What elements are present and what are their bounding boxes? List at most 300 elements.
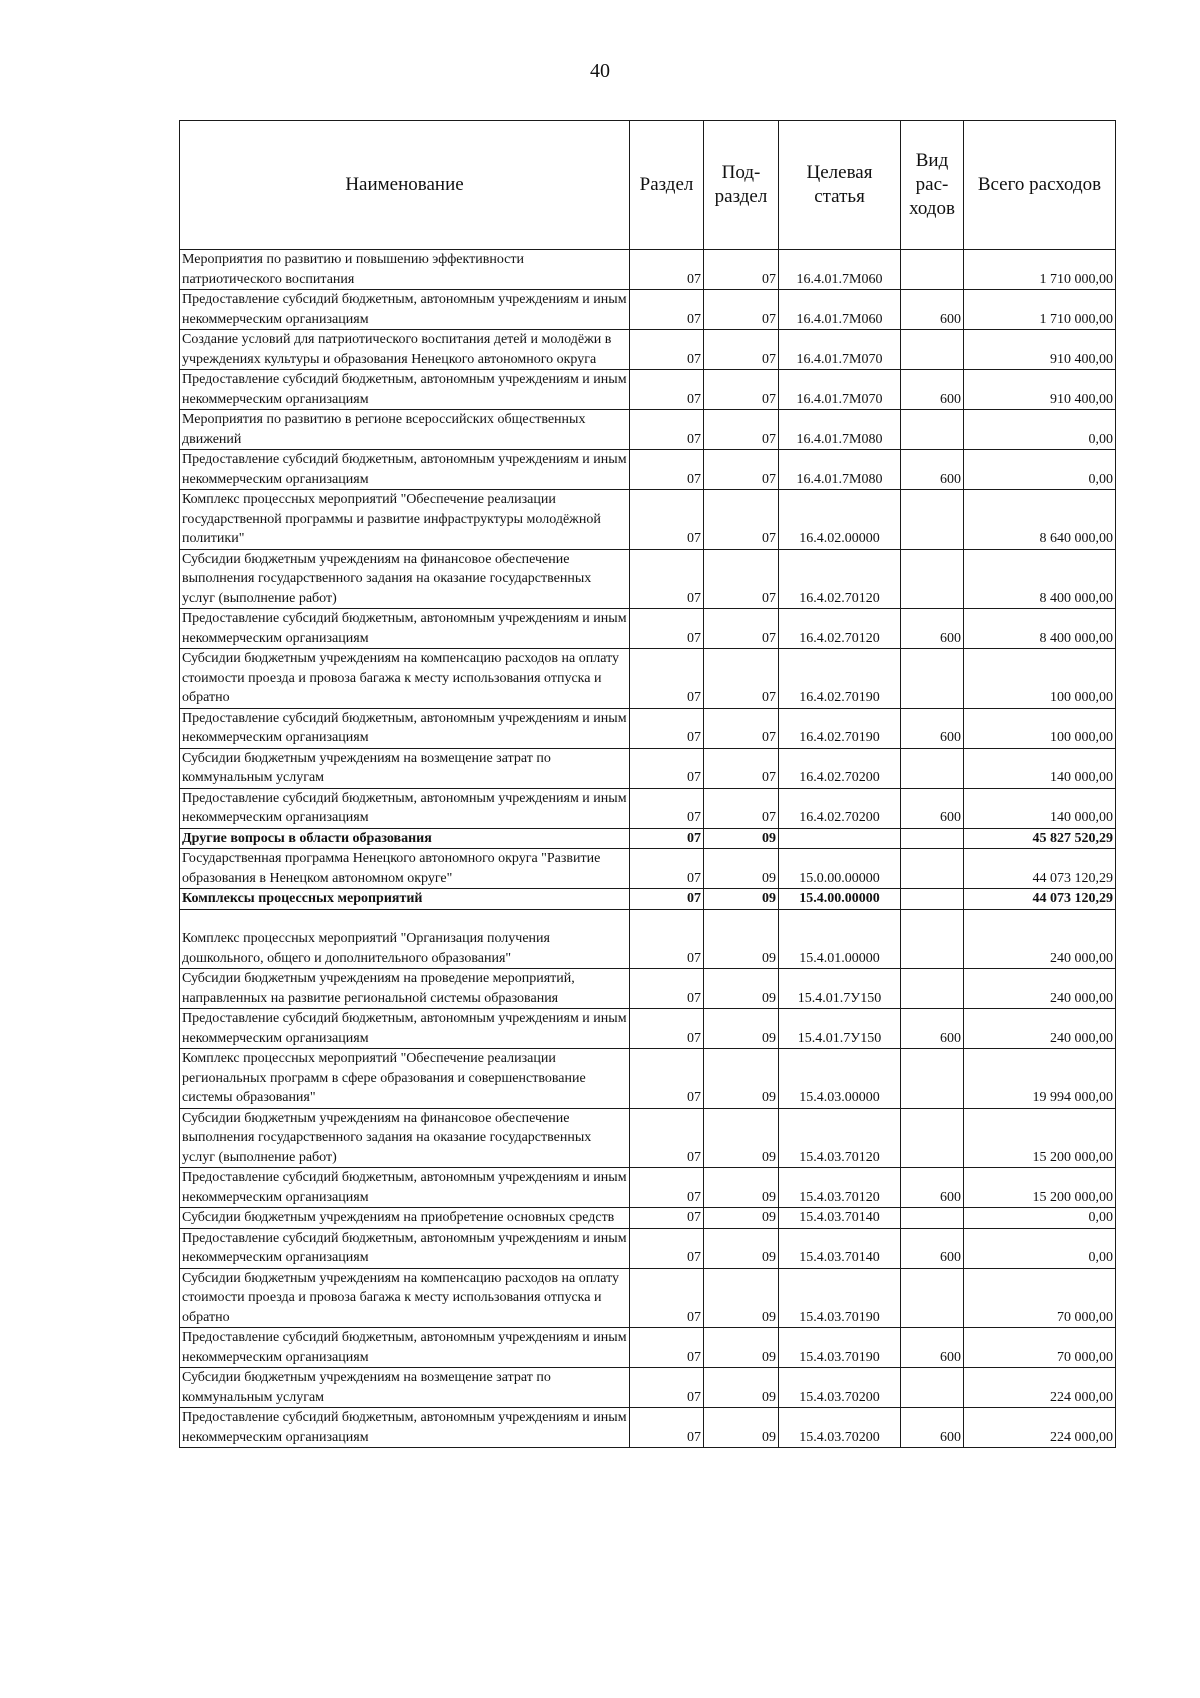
cell-subsection-text: 09: [762, 1030, 776, 1046]
cell-total-text: 140 000,00: [1050, 810, 1113, 825]
table-row: [180, 490, 1116, 550]
cell-target: [779, 1368, 901, 1408]
cell-name-text: Другие вопросы в области образования: [182, 830, 432, 846]
cell-total-text: 19 994 000,00: [1032, 1090, 1113, 1105]
cell-target-text: 15.4.03.70120: [799, 1149, 880, 1165]
cell-subsection: [704, 410, 779, 450]
cell-kind-text: 600: [940, 1250, 961, 1265]
cell-section: [630, 250, 704, 290]
cell-subsection-text: 09: [762, 1090, 776, 1105]
cell-section: [630, 849, 704, 889]
header-kind-line3: ходов: [909, 198, 955, 219]
cell-total: [964, 649, 1116, 709]
cell-target: [779, 1328, 901, 1368]
cell-total-text: 1 710 000,00: [1039, 311, 1113, 327]
cell-target: [779, 609, 901, 649]
cell-section: [630, 290, 704, 330]
cell-name-text: Субсидии бюджетным учреждениям на финансовое обеспечение выполнения государственного задания на оказание государственных услуг (выполнение работ): [182, 1110, 592, 1165]
header-target-line2: статья: [814, 186, 865, 207]
cell-name-text: Предоставление субсидий бюджетным, автономным учреждениям и иным некоммерческим организациям: [182, 1230, 627, 1265]
table-row: [180, 909, 1116, 969]
cell-name: [180, 450, 630, 490]
cell-section: [630, 330, 704, 370]
cell-total: [964, 909, 1116, 969]
cell-subsection: [704, 450, 779, 490]
cell-subsection: [704, 1328, 779, 1368]
cell-name: [180, 788, 630, 828]
cell-kind-text: 600: [940, 1030, 961, 1046]
cell-subsection-text: 07: [762, 690, 776, 705]
cell-name: [180, 1228, 630, 1268]
cell-kind: [901, 410, 964, 450]
cell-name-text: Субсидии бюджетным учреждениям на проведение мероприятий, направленных на развитие региональной системы образования: [182, 971, 575, 1006]
cell-name: [180, 490, 630, 550]
cell-target: [779, 1049, 901, 1109]
cell-name: [180, 609, 630, 649]
cell-subsection-text: 09: [762, 1349, 776, 1365]
table-row: [180, 1268, 1116, 1328]
cell-target-text: 15.4.03.00000: [799, 1090, 880, 1105]
table-row: [180, 849, 1116, 889]
cell-subsection: [704, 490, 779, 550]
cell-name: [180, 330, 630, 370]
cell-total-text: 0,00: [1088, 471, 1113, 487]
cell-section-text: 07: [687, 531, 701, 546]
cell-subsection: [704, 290, 779, 330]
cell-target-text: 16.4.01.7М080: [796, 431, 883, 447]
cell-target: [779, 1228, 901, 1268]
cell-total-text: 224 000,00: [1050, 1389, 1113, 1405]
cell-target-text: 15.4.03.70190: [799, 1309, 880, 1325]
cell-section-text: 07: [687, 950, 701, 966]
cell-total-text: 70 000,00: [1057, 1349, 1113, 1365]
cell-kind: [901, 549, 964, 609]
cell-total-text: 45 827 520,29: [1032, 830, 1113, 846]
cell-name-text: Субсидии бюджетным учреждениям на возмещение затрат по коммунальным услугам: [182, 750, 551, 785]
cell-target: [779, 1009, 901, 1049]
cell-section: [630, 1049, 704, 1109]
cell-subsection: [704, 909, 779, 969]
cell-section: [630, 370, 704, 410]
table-row: [180, 1108, 1116, 1168]
cell-section: [630, 909, 704, 969]
table-row: [180, 1208, 1116, 1229]
cell-total: [964, 1268, 1116, 1328]
table-row: [180, 748, 1116, 788]
cell-total: [964, 290, 1116, 330]
cell-subsection-text: 09: [762, 1250, 776, 1265]
cell-name-text: Предоставление субсидий бюджетным, автономным учреждениям и иным некоммерческим организациям: [182, 790, 627, 825]
cell-kind: [901, 1108, 964, 1168]
table-row: [180, 1368, 1116, 1408]
cell-section-text: 07: [687, 1030, 701, 1046]
cell-name: [180, 290, 630, 330]
cell-section-text: 07: [687, 1309, 701, 1325]
table-row: [180, 330, 1116, 370]
cell-kind-text: 600: [940, 471, 961, 487]
cell-section-text: 07: [687, 271, 701, 287]
cell-target: [779, 1208, 901, 1229]
cell-total-text: 100 000,00: [1050, 730, 1113, 745]
cell-target: [779, 549, 901, 609]
cell-total-text: 240 000,00: [1050, 990, 1113, 1006]
cell-subsection: [704, 370, 779, 410]
cell-kind: [901, 250, 964, 290]
cell-total: [964, 748, 1116, 788]
cell-subsection-text: 09: [762, 1189, 776, 1205]
cell-section: [630, 748, 704, 788]
cell-target: [779, 290, 901, 330]
cell-target: [779, 250, 901, 290]
cell-subsection: [704, 1268, 779, 1328]
cell-name: [180, 889, 630, 910]
cell-total: [964, 490, 1116, 550]
cell-kind: [901, 889, 964, 910]
table-row: [180, 549, 1116, 609]
cell-section: [630, 1328, 704, 1368]
cell-section-text: 07: [687, 590, 701, 606]
cell-total-text: 44 073 120,29: [1032, 891, 1113, 906]
cell-name-text: Предоставление субсидий бюджетным, автономным учреждениям и иным некоммерческим организациям: [182, 1410, 627, 1445]
cell-total: [964, 1368, 1116, 1408]
cell-section-text: 07: [687, 770, 701, 785]
header-kind-line1: Вид: [915, 150, 949, 171]
cell-target: [779, 1268, 901, 1328]
cell-kind: [901, 1228, 964, 1268]
cell-kind: [901, 330, 964, 370]
cell-total-text: 100 000,00: [1050, 690, 1113, 705]
cell-subsection-text: 09: [762, 1210, 776, 1225]
cell-target-text: 15.4.01.00000: [799, 950, 880, 966]
cell-subsection-text: 09: [762, 1149, 776, 1165]
cell-kind: [901, 609, 964, 649]
cell-target-text: 16.4.01.7М070: [796, 351, 883, 367]
cell-subsection-text: 09: [762, 1429, 776, 1445]
cell-target-text: 16.4.01.7М070: [796, 391, 883, 407]
cell-subsection: [704, 330, 779, 370]
cell-total-text: 1 710 000,00: [1039, 271, 1113, 287]
cell-section-text: 07: [687, 810, 701, 825]
cell-section-text: 07: [687, 891, 701, 906]
cell-name-text: Субсидии бюджетным учреждениям на финансовое обеспечение выполнения государственного задания на оказание государственных услуг (выполнение работ): [182, 551, 592, 606]
cell-target: [779, 1108, 901, 1168]
header-target-line1: Целевая: [806, 162, 873, 183]
cell-kind-text: 600: [940, 1189, 961, 1205]
cell-section: [630, 649, 704, 709]
cell-subsection-text: 07: [762, 590, 776, 606]
cell-name-text: Государственная программа Ненецкого автономного округа "Развитие образования в Ненецком автономном округе": [182, 851, 601, 886]
cell-total-text: 44 073 120,29: [1032, 870, 1113, 886]
cell-kind-text: 600: [940, 311, 961, 327]
cell-subsection: [704, 1108, 779, 1168]
cell-total-text: 240 000,00: [1050, 950, 1113, 966]
cell-name-text: Предоставление субсидий бюджетным, автономным учреждениям и иным некоммерческим организациям: [182, 372, 627, 407]
cell-kind: [901, 450, 964, 490]
cell-total-text: 70 000,00: [1057, 1309, 1113, 1325]
cell-name-text: Предоставление субсидий бюджетным, автономным учреждениям и иным некоммерческим организациям: [182, 1170, 627, 1205]
cell-section: [630, 410, 704, 450]
cell-section-text: 07: [687, 690, 701, 705]
cell-name-text: Предоставление субсидий бюджетным, автономным учреждениям и иным некоммерческим организациям: [182, 452, 627, 487]
cell-total-text: 0,00: [1088, 431, 1113, 447]
header-target: [779, 121, 901, 250]
cell-total: [964, 889, 1116, 910]
cell-total: [964, 410, 1116, 450]
cell-kind: [901, 649, 964, 709]
cell-section: [630, 708, 704, 748]
cell-section: [630, 889, 704, 910]
header-name: Наименование: [180, 121, 630, 250]
cell-subsection: [704, 649, 779, 709]
cell-name: [180, 1049, 630, 1109]
cell-total: [964, 969, 1116, 1009]
cell-kind-text: 600: [940, 730, 961, 745]
cell-name-text: Предоставление субсидий бюджетным, автономным учреждениям и иным некоммерческим организациям: [182, 611, 627, 646]
cell-total-text: 140 000,00: [1050, 770, 1113, 785]
cell-target-text: 15.4.03.70200: [799, 1389, 880, 1405]
cell-total: [964, 1408, 1116, 1448]
cell-kind: [901, 828, 964, 849]
cell-section-text: 07: [687, 830, 701, 846]
table-body: [180, 250, 1116, 1448]
cell-target: [779, 1168, 901, 1208]
cell-kind-text: 600: [940, 630, 961, 646]
header-kind-line2: рас-: [915, 174, 949, 195]
table-row: [180, 1009, 1116, 1049]
cell-subsection: [704, 250, 779, 290]
cell-kind: [901, 1049, 964, 1109]
cell-target: [779, 788, 901, 828]
cell-target-text: 16.4.01.7М060: [796, 311, 883, 327]
cell-total: [964, 1009, 1116, 1049]
cell-subsection-text: 07: [762, 770, 776, 785]
cell-target-text: 16.4.02.70190: [799, 690, 880, 705]
cell-section-text: 07: [687, 990, 701, 1006]
table-row: [180, 1408, 1116, 1448]
cell-section: [630, 1228, 704, 1268]
table-row: [180, 290, 1116, 330]
cell-kind: [901, 969, 964, 1009]
cell-section-text: 07: [687, 1250, 701, 1265]
cell-subsection-text: 07: [762, 311, 776, 327]
cell-total: [964, 609, 1116, 649]
cell-name: [180, 1268, 630, 1328]
cell-total: [964, 1228, 1116, 1268]
cell-name: [180, 250, 630, 290]
cell-subsection-text: 07: [762, 531, 776, 546]
cell-name: [180, 370, 630, 410]
cell-target-text: 15.0.00.00000: [799, 870, 880, 886]
table-row: [180, 370, 1116, 410]
cell-target: [779, 748, 901, 788]
cell-subsection-text: 09: [762, 1309, 776, 1325]
cell-subsection: [704, 788, 779, 828]
cell-total-text: 15 200 000,00: [1032, 1149, 1113, 1165]
cell-section: [630, 788, 704, 828]
cell-subsection: [704, 1408, 779, 1448]
cell-subsection-text: 09: [762, 891, 776, 906]
cell-name: [180, 1368, 630, 1408]
cell-name-text: Предоставление субсидий бюджетным, автономным учреждениям и иным некоммерческим организациям: [182, 710, 627, 745]
cell-subsection: [704, 828, 779, 849]
cell-name: [180, 1208, 630, 1229]
cell-kind-text: 600: [940, 1429, 961, 1445]
cell-section-text: 07: [687, 1149, 701, 1165]
table-row: [180, 1328, 1116, 1368]
cell-name-text: Комплекс процессных мероприятий "Организация получения дошкольного, общего и дополнительного образования": [182, 931, 550, 966]
cell-section: [630, 549, 704, 609]
cell-section: [630, 609, 704, 649]
cell-kind: [901, 370, 964, 410]
cell-name: [180, 748, 630, 788]
cell-section-text: 07: [687, 1349, 701, 1365]
cell-kind: [901, 788, 964, 828]
cell-total: [964, 450, 1116, 490]
cell-kind: [901, 1208, 964, 1229]
cell-total-text: 0,00: [1088, 1250, 1113, 1265]
cell-kind: [901, 1268, 964, 1328]
cell-target-text: 15.4.03.70140: [799, 1250, 880, 1265]
cell-section-text: 07: [687, 351, 701, 367]
cell-name: [180, 1108, 630, 1168]
cell-total: [964, 1108, 1116, 1168]
cell-target: [779, 909, 901, 969]
cell-target: [779, 450, 901, 490]
header-row: [180, 121, 1116, 250]
cell-section: [630, 490, 704, 550]
cell-total: [964, 1328, 1116, 1368]
cell-section-text: 07: [687, 1389, 701, 1405]
table-row: [180, 889, 1116, 910]
cell-target: [779, 889, 901, 910]
cell-total: [964, 1168, 1116, 1208]
cell-target: [779, 1408, 901, 1448]
cell-kind: [901, 748, 964, 788]
cell-name-text: Комплекс процессных мероприятий "Обеспечение реализации региональных программ в сфере образования и совершенствование системы образования": [182, 1051, 586, 1105]
table-row: [180, 708, 1116, 748]
cell-subsection-text: 07: [762, 391, 776, 407]
cell-name: [180, 1408, 630, 1448]
cell-total: [964, 330, 1116, 370]
cell-subsection-text: 07: [762, 630, 776, 646]
cell-kind: [901, 1368, 964, 1408]
cell-name-text: Мероприятия по развитию в регионе всероссийских общественных движений: [182, 412, 586, 447]
cell-section: [630, 1408, 704, 1448]
table-row: [180, 450, 1116, 490]
header-subsection-line2: раздел: [714, 186, 768, 207]
cell-total: [964, 1208, 1116, 1229]
cell-subsection: [704, 849, 779, 889]
cell-total-text: 8 640 000,00: [1039, 531, 1113, 546]
cell-name-text: Предоставление субсидий бюджетным, автономным учреждениям и иным некоммерческим организациям: [182, 1011, 627, 1046]
cell-name: [180, 1168, 630, 1208]
cell-subsection-text: 07: [762, 431, 776, 447]
cell-target: [779, 969, 901, 1009]
cell-total-text: 15 200 000,00: [1032, 1189, 1113, 1205]
cell-name: [180, 1009, 630, 1049]
cell-name: [180, 1328, 630, 1368]
cell-kind: [901, 849, 964, 889]
cell-section: [630, 450, 704, 490]
cell-name-text: Создание условий для патриотического воспитания детей и молодёжи в учреждениях культуры и образования Ненецкого автономного округа: [182, 332, 612, 367]
cell-section-text: 07: [687, 1189, 701, 1205]
cell-subsection-text: 07: [762, 810, 776, 825]
cell-section-text: 07: [687, 471, 701, 487]
cell-target: [779, 330, 901, 370]
cell-name-text: Субсидии бюджетным учреждениям на компенсацию расходов на оплату стоимости проезда и провоза багажа к месту использования отпуска и обратно: [182, 651, 620, 705]
cell-name: [180, 828, 630, 849]
cell-section-text: 07: [687, 311, 701, 327]
cell-target: [779, 849, 901, 889]
table-row: [180, 1228, 1116, 1268]
cell-target-text: 15.4.03.70120: [799, 1189, 880, 1205]
cell-kind-text: 600: [940, 391, 961, 407]
cell-target-text: 16.4.02.70200: [799, 810, 880, 825]
cell-total: [964, 708, 1116, 748]
cell-total: [964, 549, 1116, 609]
table-row: [180, 1168, 1116, 1208]
cell-target-text: 16.4.02.00000: [799, 531, 880, 546]
cell-section: [630, 1368, 704, 1408]
table-row: [180, 609, 1116, 649]
cell-subsection-text: 07: [762, 471, 776, 487]
cell-subsection-text: 09: [762, 990, 776, 1006]
cell-target-text: 15.4.03.70140: [799, 1210, 880, 1225]
cell-target-text: 16.4.02.70120: [799, 590, 880, 606]
table-row: [180, 1049, 1116, 1109]
table-row: [180, 250, 1116, 290]
cell-target-text: 15.4.00.00000: [799, 891, 880, 906]
cell-subsection-text: 07: [762, 730, 776, 745]
cell-name-text: Предоставление субсидий бюджетным, автономным учреждениям и иным некоммерческим организациям: [182, 292, 627, 327]
cell-total: [964, 370, 1116, 410]
cell-kind-text: 600: [940, 1349, 961, 1365]
table-row: [180, 649, 1116, 709]
cell-name: [180, 849, 630, 889]
table-row: [180, 788, 1116, 828]
table-row: [180, 969, 1116, 1009]
cell-section: [630, 1009, 704, 1049]
cell-name: [180, 649, 630, 709]
table-row: [180, 410, 1116, 450]
cell-target-text: 15.4.01.7У150: [797, 990, 882, 1006]
header-kind: [901, 121, 964, 250]
cell-subsection-text: 07: [762, 351, 776, 367]
cell-target-text: 16.4.02.70200: [799, 770, 880, 785]
cell-total-text: 224 000,00: [1050, 1429, 1113, 1445]
cell-total: [964, 828, 1116, 849]
cell-target: [779, 828, 901, 849]
cell-section-text: 07: [687, 630, 701, 646]
cell-total-text: 910 400,00: [1050, 351, 1113, 367]
cell-subsection-text: 09: [762, 830, 776, 846]
cell-subsection: [704, 1168, 779, 1208]
cell-subsection: [704, 1208, 779, 1229]
cell-name-text: Комплексы процессных мероприятий: [182, 891, 423, 906]
cell-section-text: 07: [687, 1210, 701, 1225]
cell-target-text: 16.4.02.70190: [799, 730, 880, 745]
cell-section-text: 07: [687, 391, 701, 407]
cell-target-text: 15.4.03.70190: [799, 1349, 880, 1365]
cell-subsection: [704, 549, 779, 609]
cell-section: [630, 1108, 704, 1168]
cell-name-text: Субсидии бюджетным учреждениям на возмещение затрат по коммунальным услугам: [182, 1370, 551, 1405]
cell-subsection: [704, 889, 779, 910]
cell-kind: [901, 708, 964, 748]
cell-target: [779, 649, 901, 709]
cell-target: [779, 490, 901, 550]
cell-subsection: [704, 708, 779, 748]
